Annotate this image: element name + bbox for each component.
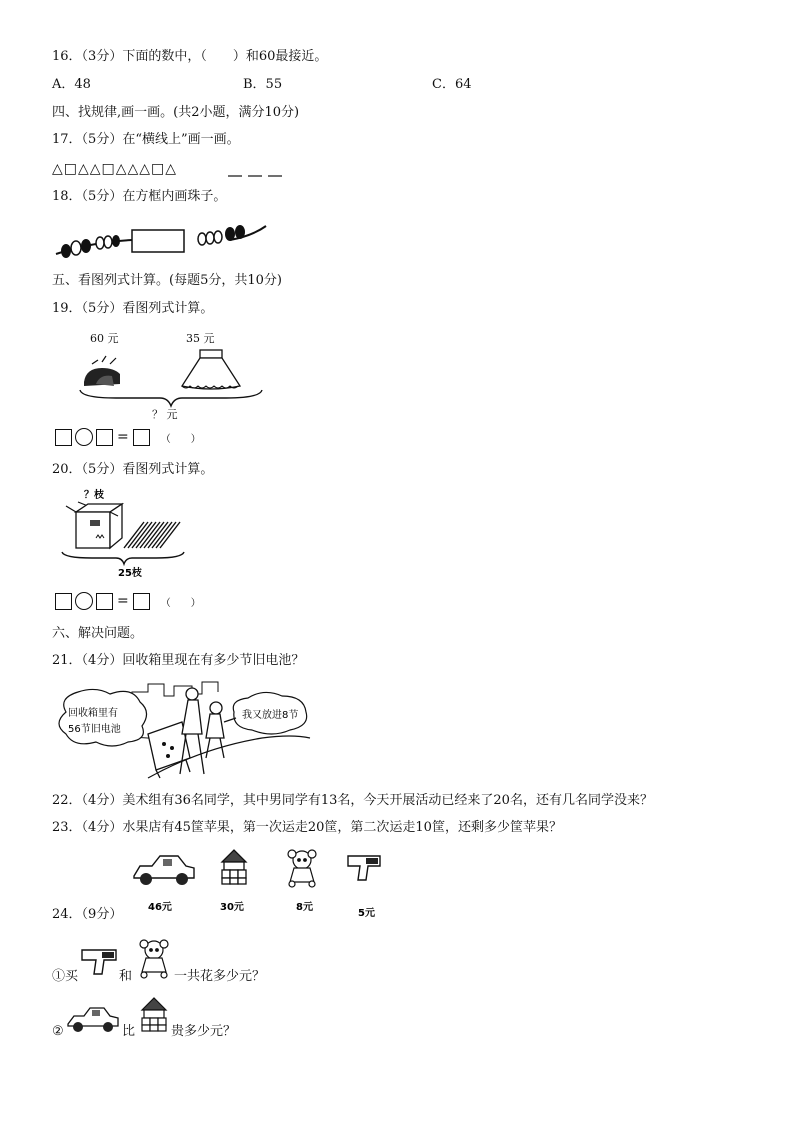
q16-option-c: C．64 — [432, 77, 472, 92]
bead-blank-box[interactable] — [132, 230, 184, 252]
q19-operator-circle[interactable] — [75, 428, 93, 446]
q24-sub1-and: 和 — [119, 969, 133, 984]
shoes-icon — [84, 356, 120, 386]
q19-number-box-2[interactable] — [96, 429, 113, 446]
q24-stem: 24．（9分） — [52, 907, 123, 922]
q16-stem: 16．（3分）下面的数中，（ ）和60最接近。 — [52, 49, 328, 64]
q20-equals-sign: = — [117, 593, 129, 609]
q16-option-b: B．55 — [243, 77, 283, 92]
box-icon — [66, 504, 122, 548]
bead-string-illustration — [52, 216, 272, 260]
section-4-title: 四、找规律,画一画。(共2小题，满分10分) — [52, 105, 300, 120]
q21-stem: 21．（4分）回收箱里现在有多少节旧电池？ — [52, 653, 305, 668]
price-gun: 5元 — [358, 908, 375, 919]
q19-price-shoes: 60 元 — [90, 332, 119, 345]
q24-sub1-prefix: ①买 — [52, 969, 79, 984]
toy-doll-icon — [134, 936, 174, 982]
q23-stem: 23．（4分）水果店有45筐苹果，第一次运走20筐，第二次运走10筐，还剩多少筐苹果？ — [52, 820, 562, 835]
section-6-title: 六、解决问题。 — [52, 626, 144, 641]
section-5-title: 五、看图列式计算。(每题5分，共10分) — [52, 273, 282, 288]
bubble-right-text: 我又放进8节 — [242, 710, 299, 721]
toy-gun-icon — [78, 944, 122, 980]
q20-operator-circle[interactable] — [75, 592, 93, 610]
price-doll: 8元 — [296, 902, 313, 913]
q20-stem: 20．（5分）看图列式计算。 — [52, 462, 214, 477]
q19-price-skirt: 35 元 — [186, 332, 215, 345]
q20-result-box[interactable] — [133, 593, 150, 610]
q24-sub2-than: 比 — [122, 1024, 136, 1039]
q19-total-label: ？ 元 — [152, 408, 178, 421]
toy-doll-icon — [288, 850, 316, 887]
q21-illustration — [52, 678, 312, 782]
toy-gun-icon — [348, 856, 380, 880]
price-house: 30元 — [220, 902, 244, 913]
toy-car-icon — [134, 856, 194, 885]
q19-equation-row — [55, 428, 201, 446]
q20-total-label: 25枝 — [118, 568, 142, 579]
q18-stem: 18．（5分）在方框内画珠子。 — [52, 189, 227, 204]
q20-number-box-2[interactable] — [96, 593, 113, 610]
toy-house-icon — [222, 850, 246, 884]
speech-bubble-right — [224, 692, 307, 734]
q20-unit-blank[interactable]: （ ） — [160, 597, 201, 609]
q17-stem: 17．（5分）在“横线上”画一画。 — [52, 132, 240, 147]
q19-equals-sign: = — [117, 429, 129, 445]
bubble-left-line2: 56节旧电池 — [68, 724, 121, 735]
q22-stem: 22．（4分）美术组有36名同学，其中男同学有13名，今天开展活动已经来了20名，还有几名同学没来？ — [52, 793, 653, 808]
q24-toy-prices — [130, 846, 390, 922]
q20-illustration — [52, 486, 192, 586]
q16-option-a: A．48 — [52, 77, 91, 92]
q20-equation-row — [55, 592, 201, 610]
q19-unit-blank[interactable]: （ ） — [160, 433, 201, 445]
skirt-icon — [182, 350, 240, 389]
pencils-icon — [124, 522, 180, 548]
q24-sub1-suffix: 一共花多少元？ — [174, 969, 266, 984]
q24-sub2-suffix: 贵多少元？ — [171, 1024, 237, 1039]
q17-blank-lines[interactable] — [226, 160, 286, 180]
q19-illustration — [76, 346, 266, 408]
q20-number-box-1[interactable] — [55, 593, 72, 610]
q19-number-box-1[interactable] — [55, 429, 72, 446]
q19-result-box[interactable] — [133, 429, 150, 446]
q20-box-label: ？枝 — [84, 490, 104, 501]
toy-house-icon — [138, 996, 172, 1034]
price-car: 46元 — [148, 902, 172, 913]
q19-stem: 19．（5分）看图列式计算。 — [52, 301, 214, 316]
bubble-left-line1: 回收箱里有 — [68, 708, 118, 719]
toy-car-icon — [66, 1002, 122, 1034]
speech-bubble-left — [59, 689, 147, 746]
q17-pattern: △□△△□△△△□△ — [52, 161, 178, 177]
q24-sub2-prefix: ② — [52, 1024, 64, 1039]
